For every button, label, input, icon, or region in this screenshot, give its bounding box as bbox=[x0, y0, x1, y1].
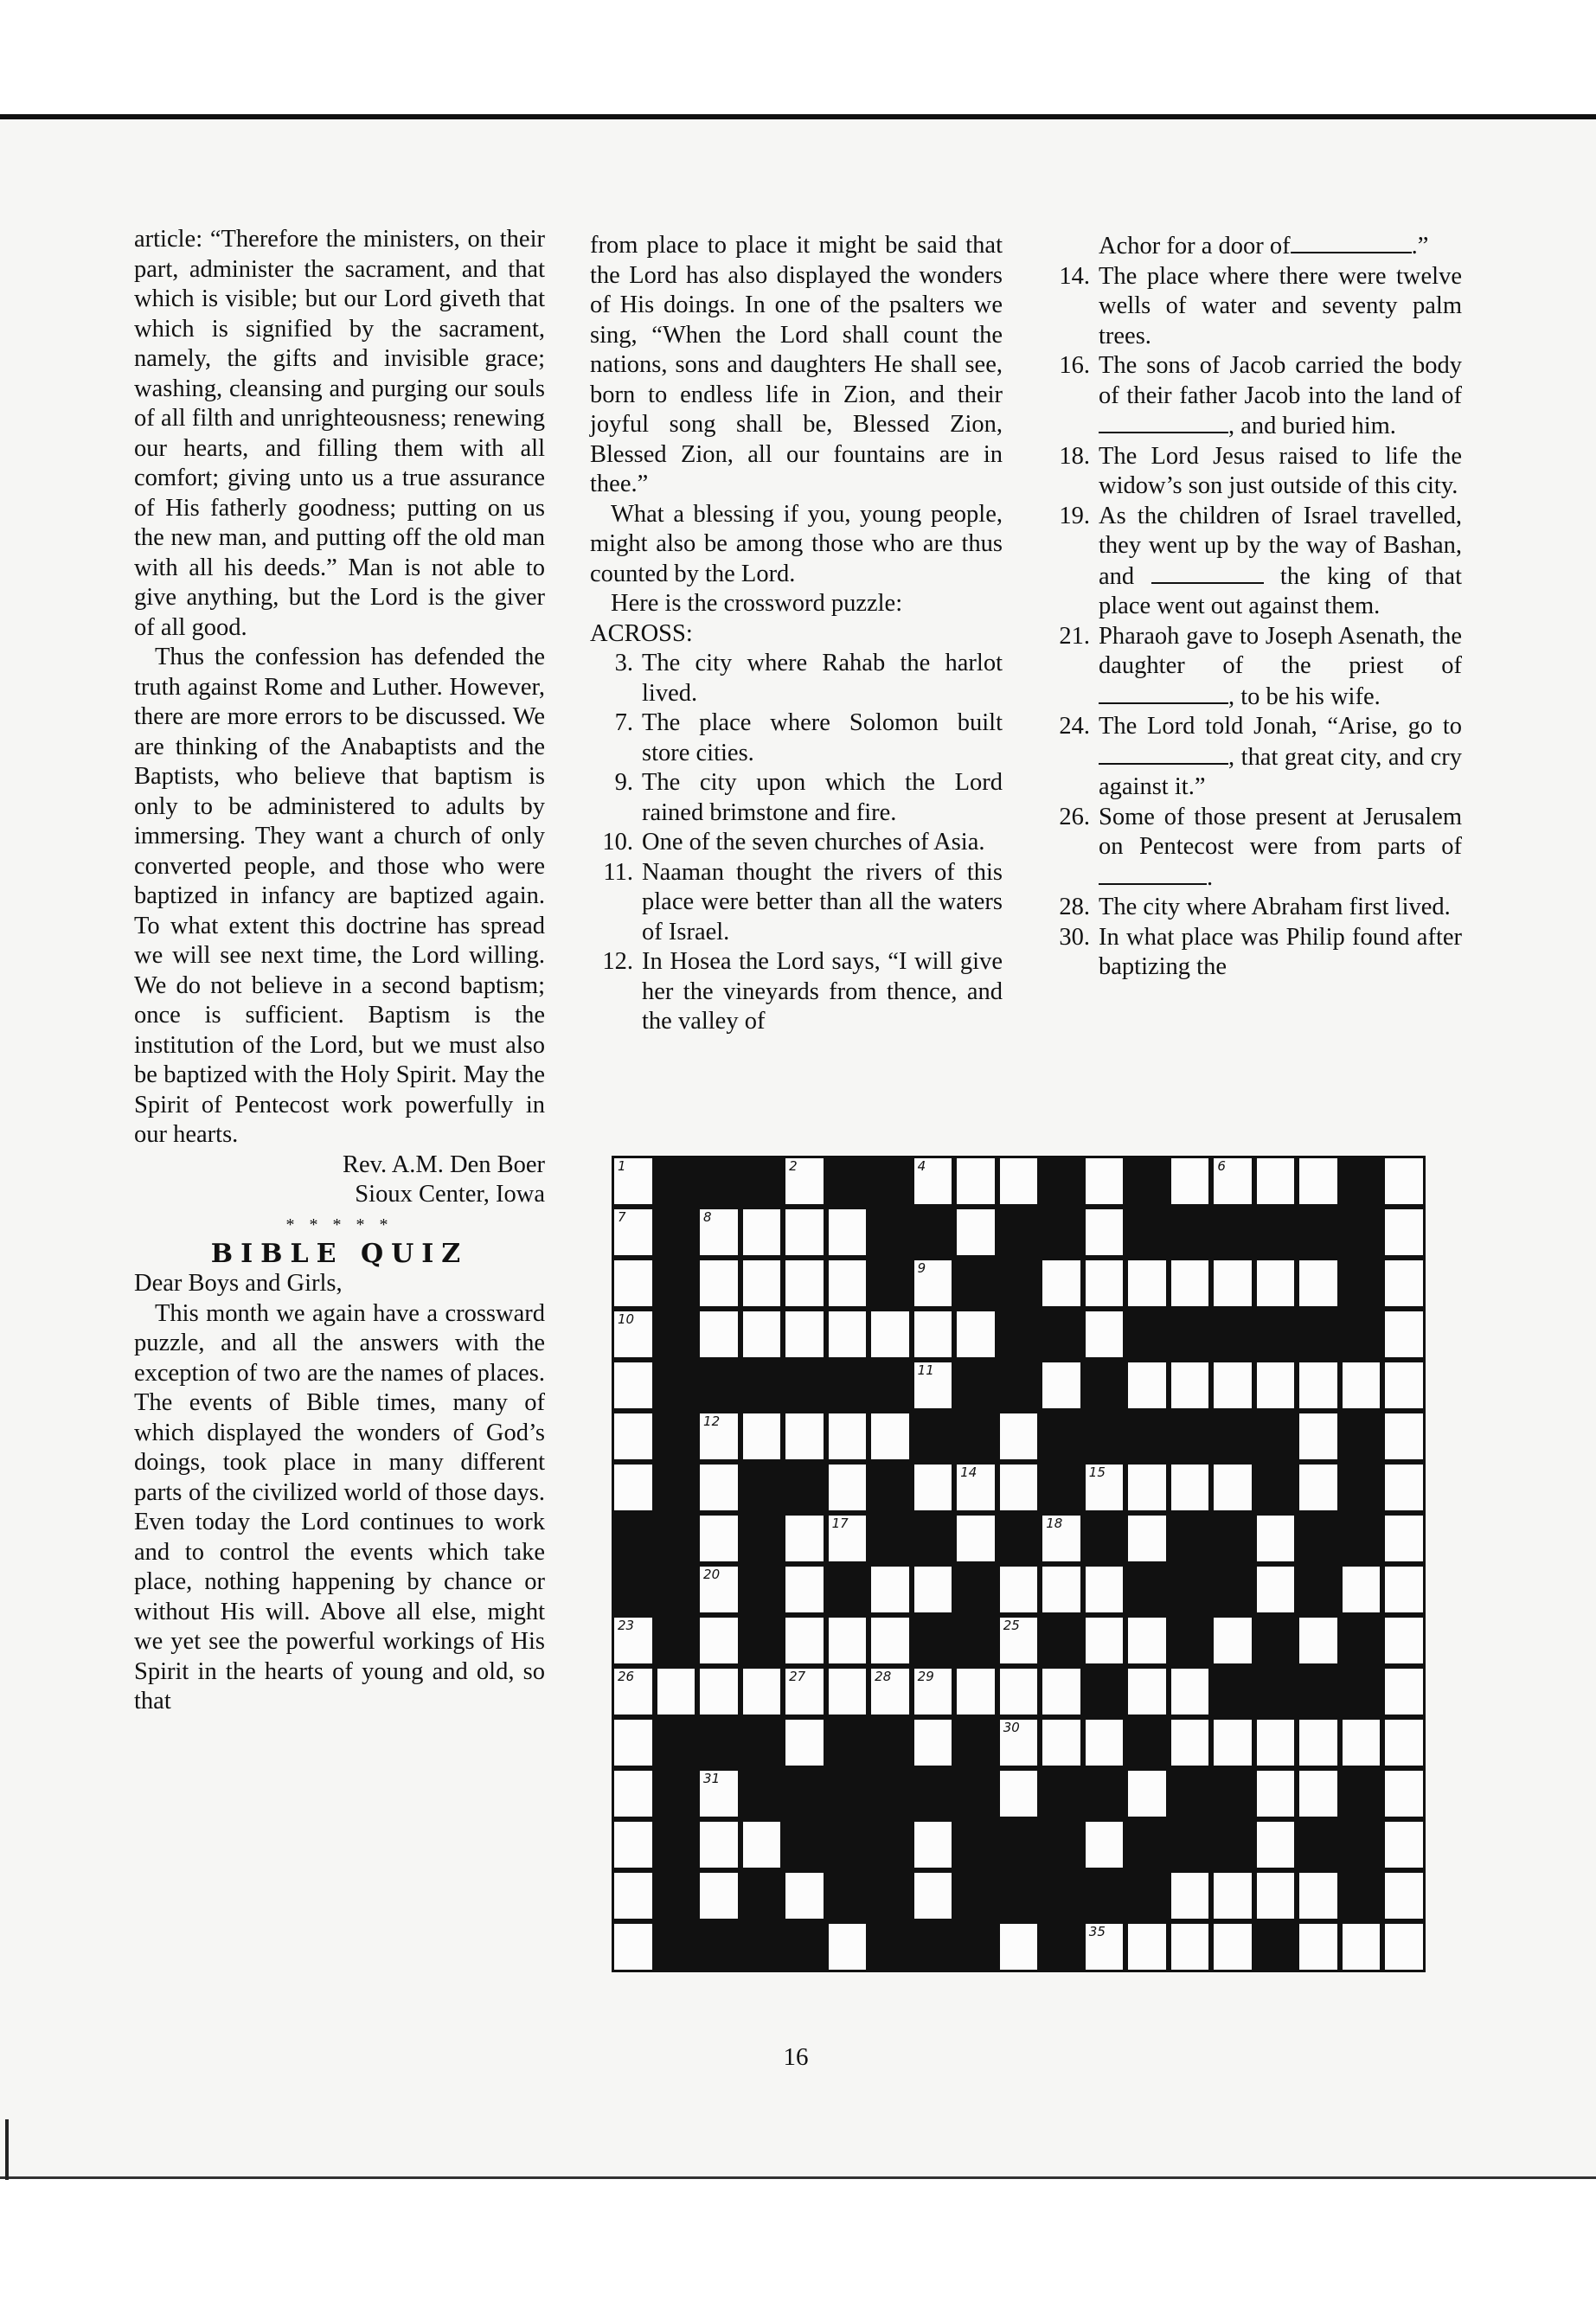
column-left bbox=[134, 225, 545, 1717]
crossword-cell[interactable] bbox=[1385, 1873, 1423, 1919]
puzzle-intro: Here is the crossword puzzle: bbox=[611, 590, 903, 617]
crossword-cell[interactable] bbox=[914, 1465, 952, 1510]
crossword-cell[interactable] bbox=[1385, 1720, 1423, 1766]
crossword-cell[interactable] bbox=[700, 1209, 738, 1255]
clue-number: 18. bbox=[1059, 442, 1090, 470]
crossword-cell[interactable] bbox=[1214, 1465, 1252, 1510]
crossword-cell[interactable] bbox=[657, 1669, 695, 1715]
crossword-cell[interactable] bbox=[1042, 1567, 1080, 1612]
clue-19 bbox=[1047, 502, 1462, 622]
intro-continued-paragraph: from place to place it might be said that the Lord has also displayed the wonders of His doings. In one of the psalters we sing, “When the Lord shall count the nations, sons and daughters He shall see, born to endless life in Zion, and their joyful song shall be, Blessed Zion, Blessed Zion, all our fountains are in thee.” bbox=[590, 232, 1003, 497]
clue-number: 30. bbox=[1059, 923, 1090, 951]
crossword-cell[interactable] bbox=[614, 1158, 652, 1204]
crossword-cell[interactable] bbox=[1042, 1669, 1080, 1715]
crossword-cell[interactable] bbox=[1000, 1720, 1038, 1766]
clue-number: 21. bbox=[1059, 622, 1090, 650]
cell-number: 15 bbox=[1088, 1465, 1106, 1480]
crossword-cell[interactable] bbox=[700, 1311, 738, 1357]
crossword-cell[interactable] bbox=[700, 1567, 738, 1612]
crossword-cell[interactable] bbox=[614, 1209, 652, 1255]
clue-number: 16. bbox=[1059, 352, 1090, 379]
crossword-cell[interactable] bbox=[785, 1669, 824, 1715]
crossword-cell[interactable] bbox=[700, 1873, 738, 1919]
clue-item bbox=[590, 768, 1003, 828]
crossword-cell[interactable] bbox=[700, 1618, 738, 1663]
cell-number: 18 bbox=[1046, 1516, 1063, 1531]
clue-number: 10. bbox=[602, 829, 633, 856]
crossword-cell[interactable] bbox=[1171, 1720, 1209, 1766]
cell-number: 12 bbox=[703, 1413, 721, 1429]
clue-number: 3. bbox=[614, 650, 633, 676]
crossword-cell[interactable] bbox=[914, 1311, 952, 1357]
crossword-cell[interactable] bbox=[1385, 1669, 1423, 1715]
crossword-cell[interactable] bbox=[1171, 1669, 1209, 1715]
crossword-cell[interactable] bbox=[1299, 1413, 1337, 1459]
clue-item bbox=[590, 828, 1003, 858]
crossword-cell[interactable] bbox=[1042, 1260, 1080, 1306]
crossword-cell[interactable] bbox=[1171, 1873, 1209, 1919]
crossword-cell[interactable] bbox=[957, 1209, 995, 1255]
clue-21 bbox=[1047, 622, 1462, 713]
answer-blank bbox=[1099, 682, 1228, 704]
crossword-cell[interactable] bbox=[614, 1720, 652, 1766]
crossword-cell[interactable] bbox=[1343, 1567, 1381, 1612]
crossword-cell[interactable] bbox=[871, 1567, 909, 1612]
crossword-cell[interactable] bbox=[1257, 1362, 1295, 1408]
article-ending-paragraph: article: “Therefore the ministers, on their part, administer the sacrament, and that which is visible; but our Lord giveth that which is signified by the sacrament, namely, the gifts and invisible grace; washing, cleansing and purging our souls of all filth and unrighteousness; renewing our hearts, and filling them with all comfort; giving unto us a true assurance of His fatherly goodness; putting on us the new man, and putting off the old man with all his deeds.” Man is not able to give anything, but the Lord is the giver of all good. bbox=[134, 226, 545, 641]
crossword-cell[interactable] bbox=[785, 1311, 824, 1357]
crossword-cell[interactable] bbox=[1385, 1311, 1423, 1357]
crossword-cell[interactable] bbox=[700, 1822, 738, 1868]
crossword-cell[interactable] bbox=[829, 1413, 867, 1459]
crossword-cell[interactable] bbox=[1257, 1158, 1295, 1204]
crossword-cell[interactable] bbox=[1128, 1260, 1166, 1306]
crossword-cell[interactable] bbox=[1042, 1720, 1080, 1766]
clue-text: The Lord told Jonah, “Arise, go to bbox=[1099, 713, 1462, 740]
quiz-intro-paragraph: This month we again have a crossward puzzle, and all the answers with the exception of two are the names of places. The events of Bible times, many of which displayed the wonders of God’s doings, took place in many different parts of the civilized world of those days. Even today the Lord continues to work and to control the events which take place, nothing happening by chance or without His will. Above all else, might we yet see the powerful workings of His Spirit in the hearts of young and old, so that bbox=[134, 1299, 545, 1715]
crossword-cell[interactable] bbox=[1385, 1618, 1423, 1663]
crossword-cell[interactable] bbox=[1299, 1158, 1337, 1204]
cell-number: 31 bbox=[703, 1771, 721, 1786]
crossword-cell[interactable] bbox=[614, 1311, 652, 1357]
clue-text: , and buried him. bbox=[1228, 413, 1396, 439]
crossword-cell[interactable] bbox=[1299, 1873, 1337, 1919]
crossword-cell[interactable] bbox=[1042, 1516, 1080, 1561]
crossword-cell[interactable] bbox=[1257, 1873, 1295, 1919]
cell-number: 30 bbox=[1003, 1720, 1020, 1735]
clue-number: 24. bbox=[1059, 713, 1090, 740]
crossword-cell[interactable] bbox=[785, 1618, 824, 1663]
crossword-cell[interactable] bbox=[829, 1311, 867, 1357]
crossword-cell[interactable] bbox=[1128, 1771, 1166, 1817]
crossword-cell[interactable] bbox=[1299, 1362, 1337, 1408]
crossword-cell[interactable] bbox=[1299, 1260, 1337, 1306]
crossword-cell[interactable] bbox=[871, 1413, 909, 1459]
clue-text: In Hosea the Lord says, “I will give her the vineyards from thence, and the valley of bbox=[642, 948, 1003, 1035]
clue-14 bbox=[1047, 262, 1462, 352]
crossword-cell[interactable] bbox=[743, 1311, 781, 1357]
crossword-cell[interactable] bbox=[785, 1209, 824, 1255]
clue-text: The city where Abraham first lived. bbox=[1099, 894, 1451, 920]
cell-number: 11 bbox=[917, 1362, 934, 1378]
cell-number: 26 bbox=[618, 1669, 635, 1684]
crossword-cell[interactable] bbox=[1000, 1158, 1038, 1204]
crossword-cell[interactable] bbox=[700, 1413, 738, 1459]
crossword-cell[interactable] bbox=[1086, 1260, 1124, 1306]
cell-number: 1 bbox=[618, 1158, 626, 1174]
crossword-cell[interactable] bbox=[914, 1362, 952, 1408]
crossword-cell[interactable] bbox=[785, 1260, 824, 1306]
clue-number: 26. bbox=[1059, 803, 1090, 830]
crossword-cell[interactable] bbox=[1086, 1618, 1124, 1663]
crossword-cell[interactable] bbox=[1299, 1771, 1337, 1817]
crossword-cell[interactable] bbox=[1385, 1260, 1423, 1306]
crossword-cell[interactable] bbox=[1299, 1618, 1337, 1663]
crossword-cell[interactable] bbox=[1385, 1516, 1423, 1561]
crossword-cell[interactable] bbox=[1214, 1873, 1252, 1919]
answer-blank bbox=[1099, 742, 1228, 765]
blessing-paragraph: What a blessing if you, young people, might also be among those who are thus counted by the Lord. bbox=[590, 500, 1003, 587]
crossword-cell[interactable] bbox=[1299, 1465, 1337, 1510]
article-paragraph: Thus the confession has defended the truth against Rome and Luther. However, there are more errors to be discussed. We are thinking of the Anabaptists and the Baptists, who believe that baptism is only to be administered to adults by immersing. They want a church of only converted people, and those who were baptized in infancy are baptized again. To what extent this doctrine has spread we will see next time, the Lord willing. We do not believe in a second baptism; once is sufficient. Baptism is the institution of the Lord, but we must also be baptized with the Holy Spirit. May the Spirit of Pentecost work powerfully in our hearts. bbox=[134, 644, 545, 1148]
clue-text: The city upon which the Lord rained brimstone and fire. bbox=[642, 769, 1003, 826]
crossword-cell[interactable] bbox=[785, 1567, 824, 1612]
crossword-cell[interactable] bbox=[1128, 1618, 1166, 1663]
clue-text: The sons of Jacob carried the body of their father Jacob into the land of bbox=[1099, 352, 1462, 409]
crossword-cell[interactable] bbox=[700, 1771, 738, 1817]
page-number: 16 bbox=[783, 2043, 809, 2071]
crossword-cell[interactable] bbox=[700, 1516, 738, 1561]
crossword-cell[interactable] bbox=[1385, 1924, 1423, 1970]
crossword-cell[interactable] bbox=[1086, 1209, 1124, 1255]
crossword-cell[interactable] bbox=[614, 1873, 652, 1919]
crossword-cell[interactable] bbox=[1086, 1720, 1124, 1766]
clue-text: Pharaoh gave to Joseph Asenath, the daughter of the priest of bbox=[1099, 622, 1462, 679]
crossword-cell[interactable] bbox=[1000, 1924, 1038, 1970]
crossword-cell[interactable] bbox=[1257, 1567, 1295, 1612]
crossword-cell[interactable] bbox=[1343, 1362, 1381, 1408]
crossword-cell[interactable] bbox=[914, 1822, 952, 1868]
crossword-cell[interactable] bbox=[1128, 1924, 1166, 1970]
crossword-cell[interactable] bbox=[1086, 1311, 1124, 1357]
clue-item bbox=[590, 858, 1003, 948]
crossword-cell[interactable] bbox=[1086, 1567, 1124, 1612]
crossword-cell[interactable] bbox=[914, 1873, 952, 1919]
clue-number: 12. bbox=[602, 948, 633, 975]
crossword-cell[interactable] bbox=[700, 1260, 738, 1306]
clue-number: 11. bbox=[603, 858, 633, 886]
crossword-cell[interactable] bbox=[1000, 1771, 1038, 1817]
crossword-cell[interactable] bbox=[1257, 1822, 1295, 1868]
clue-text: Naaman thought the rivers of this place were better than all the waters of Israel. bbox=[642, 858, 1003, 945]
crossword-cell[interactable] bbox=[1128, 1516, 1166, 1561]
clue-text: One of the seven churches of Asia. bbox=[642, 829, 985, 856]
crossword-cell[interactable] bbox=[829, 1618, 867, 1663]
cell-number: 2 bbox=[789, 1158, 798, 1174]
crossword-cell[interactable] bbox=[1385, 1771, 1423, 1817]
cell-number: 10 bbox=[618, 1311, 635, 1327]
crossword-cell[interactable] bbox=[785, 1516, 824, 1561]
crossword-cell[interactable] bbox=[1257, 1260, 1295, 1306]
clue-28 bbox=[1047, 893, 1462, 923]
crossword-cell[interactable] bbox=[1086, 1924, 1124, 1970]
answer-blank bbox=[1291, 231, 1412, 253]
column-right bbox=[1047, 231, 1462, 983]
answer-blank bbox=[1151, 561, 1264, 584]
crossword-cell[interactable] bbox=[1385, 1362, 1423, 1408]
crossword-cell[interactable] bbox=[700, 1465, 738, 1510]
author-name: Rev. A.M. Den Boer bbox=[342, 1150, 545, 1178]
crossword-cell[interactable] bbox=[829, 1209, 867, 1255]
cell-number: 35 bbox=[1088, 1924, 1106, 1939]
cell-number: 20 bbox=[703, 1567, 721, 1582]
crossword-cell[interactable] bbox=[743, 1669, 781, 1715]
crossword-cell[interactable] bbox=[914, 1158, 952, 1204]
cell-number: 23 bbox=[618, 1618, 635, 1633]
clue-text: As the children of Israel travelled, they went up by the way of Bashan, and bbox=[1099, 502, 1462, 590]
crossword-cell[interactable] bbox=[785, 1158, 824, 1204]
clue-item bbox=[590, 947, 1003, 1037]
crossword-cell[interactable] bbox=[614, 1362, 652, 1408]
salutation: Dear Boys and Girls, bbox=[134, 1270, 343, 1297]
crossword-cell[interactable] bbox=[914, 1669, 952, 1715]
scan-mark bbox=[5, 2119, 9, 2180]
crossword-cell[interactable] bbox=[957, 1516, 995, 1561]
crossword-cell[interactable] bbox=[1214, 1924, 1252, 1970]
crossword-cell[interactable] bbox=[1000, 1465, 1038, 1510]
crossword-cell[interactable] bbox=[957, 1158, 995, 1204]
crossword-cell[interactable] bbox=[1171, 1465, 1209, 1510]
cell-number: 27 bbox=[789, 1669, 806, 1684]
clue-30 bbox=[1047, 923, 1462, 983]
crossword-cell[interactable] bbox=[829, 1465, 867, 1510]
clue-16 bbox=[1047, 351, 1462, 442]
clue-number: 19. bbox=[1059, 502, 1090, 529]
crossword-cell[interactable] bbox=[1257, 1516, 1295, 1561]
crossword-cell[interactable] bbox=[1299, 1924, 1337, 1970]
crossword-cell[interactable] bbox=[614, 1822, 652, 1868]
clue-text: The place where Solomon built store cities. bbox=[642, 709, 1003, 766]
crossword-cell[interactable] bbox=[1000, 1618, 1038, 1663]
crossword-cell[interactable] bbox=[1000, 1413, 1038, 1459]
crossword-cell[interactable] bbox=[1343, 1720, 1381, 1766]
clue-text: Some of those present at Jerusalem on Pentecost were from parts of bbox=[1099, 803, 1462, 860]
author-location: Sioux Center, Iowa bbox=[355, 1181, 545, 1208]
clue-continuation bbox=[1047, 231, 1462, 262]
clue-text: Achor for a door of bbox=[1099, 233, 1291, 260]
clue-24 bbox=[1047, 712, 1462, 803]
crossword-cell[interactable] bbox=[1086, 1158, 1124, 1204]
crossword-cell[interactable] bbox=[1214, 1618, 1252, 1663]
crossword-cell[interactable] bbox=[957, 1669, 995, 1715]
crossword-cell[interactable] bbox=[614, 1465, 652, 1510]
crossword-cell[interactable] bbox=[1385, 1413, 1423, 1459]
crossword-cell[interactable] bbox=[1214, 1158, 1252, 1204]
crossword-cell[interactable] bbox=[914, 1260, 952, 1306]
crossword-cell[interactable] bbox=[614, 1669, 652, 1715]
crossword-cell[interactable] bbox=[1171, 1362, 1209, 1408]
crossword-cell[interactable] bbox=[871, 1311, 909, 1357]
crossword-cell[interactable] bbox=[957, 1311, 995, 1357]
crossword-cell[interactable] bbox=[829, 1924, 867, 1970]
crossword-cell[interactable] bbox=[1042, 1362, 1080, 1408]
clue-item bbox=[590, 708, 1003, 768]
cell-number: 28 bbox=[875, 1669, 892, 1684]
crossword-cell[interactable] bbox=[1214, 1260, 1252, 1306]
column-middle bbox=[590, 231, 1003, 1037]
clue-number: 14. bbox=[1059, 262, 1090, 290]
crossword-cell[interactable] bbox=[1385, 1209, 1423, 1255]
cell-number: 25 bbox=[1003, 1618, 1020, 1633]
cell-number: 7 bbox=[618, 1209, 626, 1225]
crossword-cell[interactable] bbox=[614, 1924, 652, 1970]
clue-number: 7. bbox=[614, 709, 633, 736]
crossword-cell[interactable] bbox=[829, 1516, 867, 1561]
answer-blank bbox=[1099, 411, 1228, 433]
crossword-cell[interactable] bbox=[1128, 1669, 1166, 1715]
crossword-cell[interactable] bbox=[1171, 1260, 1209, 1306]
cell-number: 4 bbox=[917, 1158, 926, 1174]
crossword-cell[interactable] bbox=[1128, 1362, 1166, 1408]
crossword-cell[interactable] bbox=[871, 1618, 909, 1663]
crossword-cell[interactable] bbox=[700, 1669, 738, 1715]
clue-26 bbox=[1047, 803, 1462, 894]
crossword-cell[interactable] bbox=[785, 1873, 824, 1919]
crossword-cell[interactable] bbox=[829, 1260, 867, 1306]
crossword-cell[interactable] bbox=[957, 1465, 995, 1510]
crossword-cell[interactable] bbox=[829, 1669, 867, 1715]
crossword-cell[interactable] bbox=[743, 1209, 781, 1255]
clue-list bbox=[590, 649, 1003, 1037]
crossword-cell[interactable] bbox=[871, 1669, 909, 1715]
crossword-cell[interactable] bbox=[1385, 1465, 1423, 1510]
clue-number: 9. bbox=[614, 769, 633, 796]
section-separator: * * * * * bbox=[285, 1215, 394, 1234]
crossword-cell[interactable] bbox=[1086, 1465, 1124, 1510]
crossword-cell[interactable] bbox=[1257, 1771, 1295, 1817]
crossword-cell[interactable] bbox=[614, 1618, 652, 1663]
crossword-cell[interactable] bbox=[614, 1771, 652, 1817]
crossword-cell[interactable] bbox=[614, 1413, 652, 1459]
cell-number: 9 bbox=[917, 1260, 926, 1276]
crossword-cell[interactable] bbox=[914, 1567, 952, 1612]
clue-text: The Lord Jesus raised to life the widow’s son just outside of this city. bbox=[1099, 442, 1462, 499]
clue-text: The city where Rahab the harlot lived. bbox=[642, 650, 1003, 707]
crossword-cell[interactable] bbox=[914, 1720, 952, 1766]
crossword-grid bbox=[612, 1156, 1426, 1972]
cell-number: 17 bbox=[831, 1516, 849, 1531]
crossword-cell[interactable] bbox=[1385, 1822, 1423, 1868]
clue-number: 28. bbox=[1059, 894, 1090, 920]
crossword-cell[interactable] bbox=[1128, 1465, 1166, 1510]
crossword-cell[interactable] bbox=[1385, 1158, 1423, 1204]
clue-text: . bbox=[1207, 863, 1214, 891]
crossword-cell[interactable] bbox=[1171, 1158, 1209, 1204]
clue-text: , to be his wife. bbox=[1228, 683, 1381, 710]
cell-number: 8 bbox=[703, 1209, 712, 1225]
crossword-cell[interactable] bbox=[1214, 1720, 1252, 1766]
clue-text: The place where there were twelve wells of water and seventy palm trees. bbox=[1099, 262, 1462, 349]
cell-number: 6 bbox=[1217, 1158, 1226, 1174]
crossword-cell[interactable] bbox=[1343, 1924, 1381, 1970]
crossword-cell[interactable] bbox=[1257, 1720, 1295, 1766]
clue-text: In what place was Philip found after baptizing the bbox=[1099, 923, 1462, 980]
quiz-heading: BIBLE QUIZ bbox=[210, 1238, 469, 1269]
crossword-cell[interactable] bbox=[743, 1822, 781, 1868]
crossword-cell[interactable] bbox=[785, 1720, 824, 1766]
crossword-cell[interactable] bbox=[1385, 1567, 1423, 1612]
crossword-cell[interactable] bbox=[614, 1260, 652, 1306]
crossword-cell[interactable] bbox=[743, 1260, 781, 1306]
clue-text: , that great city, and cry against it.” bbox=[1099, 743, 1462, 800]
crossword-cell[interactable] bbox=[1214, 1362, 1252, 1408]
crossword-cell[interactable] bbox=[1171, 1924, 1209, 1970]
clue-item bbox=[590, 649, 1003, 708]
cell-number: 14 bbox=[960, 1465, 977, 1480]
crossword-cell[interactable] bbox=[1086, 1822, 1124, 1868]
crossword-cell[interactable] bbox=[1299, 1720, 1337, 1766]
across-label: ACROSS: bbox=[590, 619, 693, 647]
crossword-cell[interactable] bbox=[785, 1413, 824, 1459]
cell-number: 29 bbox=[917, 1669, 934, 1684]
crossword-cell[interactable] bbox=[1000, 1669, 1038, 1715]
crossword-cell[interactable] bbox=[743, 1413, 781, 1459]
clue-18 bbox=[1047, 442, 1462, 502]
bottom-rule bbox=[0, 2176, 1596, 2179]
clue-text: the king of that place went out against them. bbox=[1099, 562, 1462, 619]
answer-blank bbox=[1099, 862, 1207, 885]
crossword-cell[interactable] bbox=[1000, 1567, 1038, 1612]
clue-text: .” bbox=[1411, 233, 1429, 260]
